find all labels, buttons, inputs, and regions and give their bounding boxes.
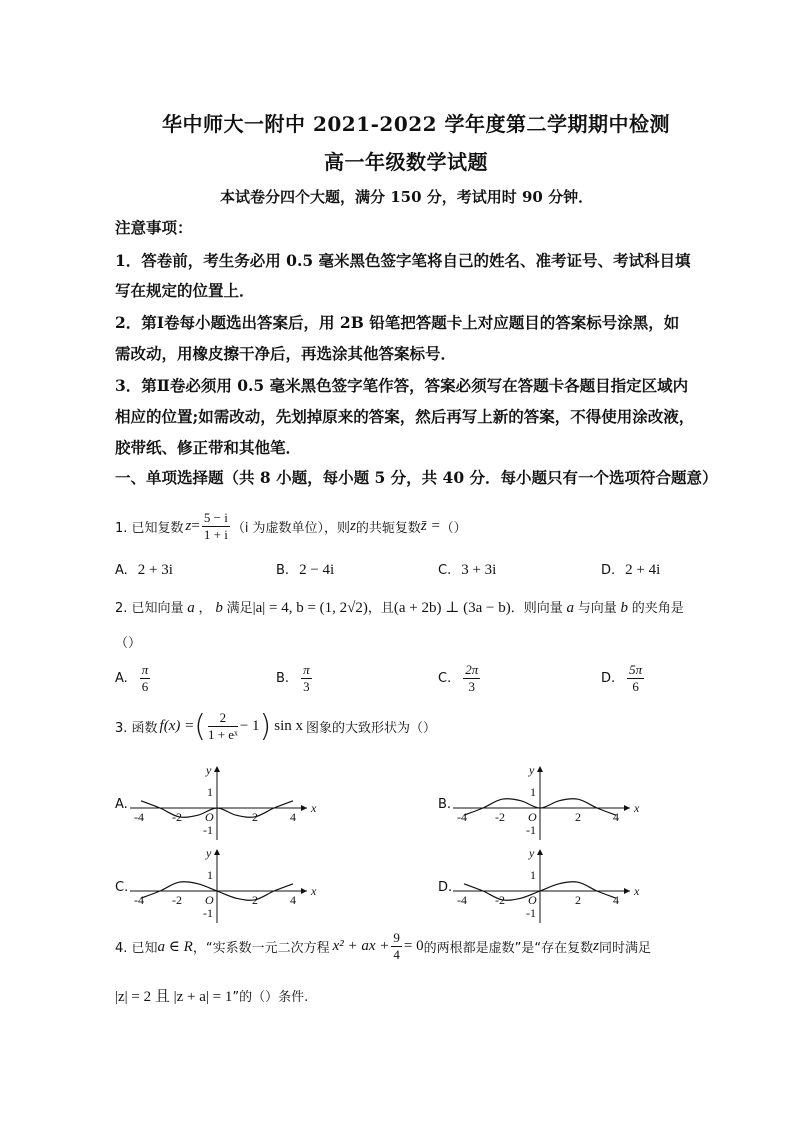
tick-label-2: 2 <box>575 893 581 907</box>
q1-option-c[interactable] <box>438 562 496 579</box>
q3-denominator: 1 + eˣ <box>207 727 238 742</box>
graph-a[interactable] <box>122 762 322 842</box>
option-fraction <box>301 662 312 695</box>
tick-label-y-neg1: -1 <box>526 823 536 837</box>
q2-angle: 的夹角是 <box>631 601 684 616</box>
q4-eq-fraction <box>391 930 402 963</box>
graph-b[interactable] <box>445 762 645 842</box>
q3-option-b-letter[interactable]: B. <box>438 797 452 812</box>
q2-vec-a: a <box>183 600 199 616</box>
graph-c[interactable] <box>122 845 322 925</box>
x-label: x <box>311 801 317 815</box>
option-value: 2 + 3i <box>137 562 173 578</box>
option-letter: A. <box>115 671 128 686</box>
note-1-line-1: 1．答卷前，考生务必用 0.5 毫米黑色签字笔将自己的姓名、准考证号、考试科目填 <box>115 251 691 270</box>
origin-label: O <box>528 810 537 824</box>
exam-subtitle: 高一年级数学试题 <box>324 150 488 174</box>
option-letter: D. <box>601 563 616 578</box>
q3-numerator: 2 <box>208 710 238 727</box>
frac-den: 3 <box>303 679 310 694</box>
tick-label-y-neg1: -1 <box>526 906 536 920</box>
q4-text-1: ，“实系数一元二次方程 <box>192 941 330 956</box>
exam-info: 本试卷分四个大题，满分 150 分，考试用时 90 分钟． <box>220 188 594 206</box>
y-axis-arrow <box>537 766 543 772</box>
x-axis-arrow <box>301 805 307 811</box>
frac-num: 5π <box>629 662 643 677</box>
tick-label-neg2: -2 <box>495 893 505 907</box>
q4-eq-right: = 0 <box>403 938 424 954</box>
q3-prefix: 3. 函数 <box>115 721 158 736</box>
q1-suffix: 的共轭复数 <box>355 521 421 536</box>
q4-text-3: 同时满足 <box>598 941 651 956</box>
tick-label-4: 4 <box>613 893 619 907</box>
y-label: y <box>206 846 212 860</box>
question-3 <box>115 710 436 743</box>
q2-vec-b: b <box>211 600 227 616</box>
q2-prefix: 2. 已知向量 <box>115 601 184 616</box>
question-4-line-2 <box>115 985 308 1006</box>
x-label: x <box>311 884 317 898</box>
q2-end: （） <box>115 636 142 651</box>
q1-option-a[interactable] <box>115 562 173 579</box>
y-label: y <box>529 846 535 860</box>
q3-suffix: 图象的大致形状为（） <box>306 721 437 736</box>
q2-q: ．则向量 <box>510 601 563 616</box>
q3-paren-right: ) <box>259 708 272 744</box>
q1-mid: （i 为虚数单位），则 <box>231 521 351 536</box>
q4-eq-left: x² + ax + <box>332 938 390 954</box>
note-3-line-2: 相应的位置;如需改动，先划掉原来的答案，然后再写上新的答案，不得使用涂改液， <box>115 407 695 426</box>
y-axis-arrow <box>537 849 543 855</box>
q1-prefix: 1. 已知复数 <box>115 521 184 536</box>
q4-z: z <box>593 938 599 954</box>
q2-option-a[interactable] <box>115 662 152 695</box>
q1-zbar: z̄ = <box>420 518 441 534</box>
q2-qb: b <box>616 600 632 616</box>
q1-end: （） <box>440 521 467 536</box>
option-fraction <box>627 662 644 695</box>
tick-label-4: 4 <box>290 810 296 824</box>
tick-label-neg2: -2 <box>495 810 505 824</box>
question-2 <box>115 597 684 617</box>
option-letter: C. <box>438 563 452 578</box>
note-2-line-2: 需改动，用橡皮擦干净后，再选涂其他答案标号． <box>115 344 457 363</box>
note-3-line-3: 胶带纸、修正带和其他笔． <box>115 438 302 457</box>
frac-den: 3 <box>468 679 475 694</box>
option-letter: B. <box>276 671 290 686</box>
q3-fraction <box>208 710 238 743</box>
q4-text-2: 的两根都是虚数”是“存在复数 <box>423 941 594 956</box>
section-1-heading: 一、单项选择题（共 8 小题，每小题 5 分，共 40 分．每小题只有一个选项符合题意） <box>115 468 718 487</box>
q2-option-c[interactable] <box>438 662 482 695</box>
q4-eq-num: 9 <box>393 930 400 945</box>
note-3-line-1: 3．第Ⅱ卷必须用 0.5 毫米黑色签字笔作答，答案必须写在答题卡各题目指定区域内 <box>115 376 689 395</box>
x-label: x <box>634 801 640 815</box>
exam-title: 华中师大一附中 2021-2022 学年度第二学期期中检测 <box>162 112 671 136</box>
option-value: 3 + 3i <box>461 562 497 578</box>
origin-label: O <box>528 893 537 907</box>
tick-label-y-1: 1 <box>207 868 213 882</box>
q3-fx: f(x) = <box>159 718 195 734</box>
x-axis-arrow <box>301 888 307 894</box>
option-letter: C. <box>438 671 452 686</box>
q4-eq-den: 4 <box>393 947 400 962</box>
tick-label-neg2: -2 <box>172 810 182 824</box>
tick-label-2: 2 <box>252 893 258 907</box>
q4-prefix: 4. 已知 <box>115 941 158 956</box>
frac-num: π <box>303 662 310 677</box>
q2-option-b[interactable] <box>276 662 314 695</box>
q1-z: z <box>185 518 192 534</box>
frac-num: 2π <box>465 662 479 677</box>
q2-math-2: (a + 2b) ⊥ (3a − b) <box>393 600 511 616</box>
tick-label-y-1: 1 <box>530 785 536 799</box>
tick-label-y-1: 1 <box>530 868 536 882</box>
q4-line2-math: |z| = 2 且 |z + a| = 1 <box>115 989 233 1005</box>
frac-den: 6 <box>141 679 149 694</box>
q3-paren-left: ( <box>194 708 206 744</box>
x-axis-arrow <box>624 805 630 811</box>
tick-label-y-neg1: -1 <box>203 823 213 837</box>
q1-option-b[interactable] <box>276 562 334 579</box>
tick-label-4: 4 <box>613 810 619 824</box>
q1-z2: z <box>350 518 356 534</box>
q2-with: 与向量 <box>577 601 617 616</box>
tick-label-y-neg1: -1 <box>203 906 213 920</box>
tick-label-neg2: -2 <box>172 893 182 907</box>
tick-label-4: 4 <box>290 893 296 907</box>
option-fraction <box>140 662 151 695</box>
note-2-line-1: 2．第Ⅰ卷每小题选出答案后，用 2B 铅笔把答题卡上对应题目的答案标号涂黑，如 <box>115 313 680 332</box>
q2-option-d[interactable] <box>601 662 646 695</box>
q1-eq: = <box>191 518 200 534</box>
graph-d[interactable] <box>445 845 645 925</box>
frac-num: π <box>141 662 149 677</box>
origin-label: O <box>205 810 214 824</box>
tick-label-neg4: -4 <box>457 893 467 907</box>
y-axis-arrow <box>214 766 220 772</box>
q3-sinx: sin x <box>274 718 304 734</box>
tick-label-2: 2 <box>575 810 581 824</box>
q2-math-1: |a| = 4, b = (1, 2√2) <box>252 600 368 616</box>
q1-fraction <box>202 510 230 543</box>
q1-numerator: 5 − i <box>203 510 228 525</box>
y-axis-arrow <box>214 849 220 855</box>
q3-option-d-letter[interactable]: D. <box>438 880 453 895</box>
option-letter: A. <box>115 563 128 578</box>
tick-label-2: 2 <box>252 810 258 824</box>
q4-a-in-r: a ∈ R <box>157 939 193 955</box>
note-1-line-2: 写在规定的位置上． <box>115 281 255 300</box>
q3-option-c-letter[interactable]: C. <box>115 880 129 895</box>
tick-label-neg4: -4 <box>457 810 467 824</box>
q3-option-a-letter[interactable]: A. <box>115 797 128 812</box>
x-label: x <box>634 884 640 898</box>
option-letter: D. <box>601 671 616 686</box>
q1-denominator: 1 + i <box>203 527 228 542</box>
q2-cond: 满足 <box>226 601 253 616</box>
q3-after: − 1 <box>239 718 260 734</box>
x-axis-arrow <box>624 888 630 894</box>
tick-label-neg4: -4 <box>134 893 144 907</box>
notes-heading: 注意事项： <box>115 218 193 237</box>
option-letter: B. <box>276 563 290 578</box>
tick-label-neg4: -4 <box>134 810 144 824</box>
q1-option-d[interactable] <box>601 562 660 579</box>
option-fraction <box>463 662 480 695</box>
q2-and: ，且 <box>367 601 394 616</box>
option-value: 2 − 4i <box>299 562 335 578</box>
y-label: y <box>206 763 212 777</box>
origin-label: O <box>205 893 214 907</box>
q4-line2-end: ”的（）条件. <box>232 990 309 1005</box>
q2-sep: ， <box>198 601 212 616</box>
tick-label-y-1: 1 <box>207 785 213 799</box>
option-value: 2 + 4i <box>625 562 661 578</box>
y-label: y <box>529 763 535 777</box>
question-1 <box>115 510 467 543</box>
question-4 <box>115 930 651 963</box>
frac-den: 6 <box>632 679 639 694</box>
q2-qa: a <box>562 600 578 616</box>
